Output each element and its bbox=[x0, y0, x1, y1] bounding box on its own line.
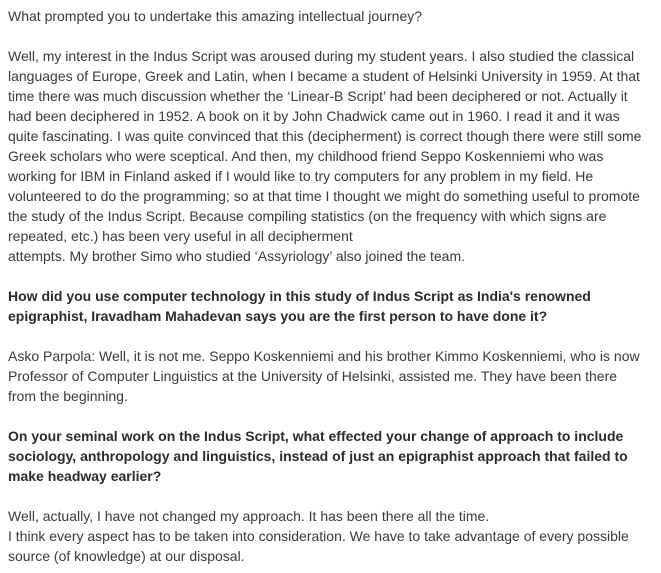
answer-3 bbox=[8, 506, 655, 566]
answer-1-line: had been deciphered in 1952. A book on it by John Chadwick came out in 1960. I read it and it was bbox=[8, 108, 620, 124]
question-3-line: On your seminal work on the Indus Script, what effected your change of approach to include bbox=[8, 428, 624, 444]
question-3-line: sociology, anthropology and linguistics, instead of just an epigraphist approach that failed to bbox=[8, 448, 628, 464]
answer-1 bbox=[8, 46, 655, 266]
answer-1-line: Well, my interest in the Indus Script was aroused during my student years. I also studied the classical bbox=[8, 48, 635, 64]
answer-1-line: time there was much discussion whether the ‘Linear-B Script’ had been deciphered or not. Actually it bbox=[8, 88, 628, 104]
answer-3-line: I think every aspect has to be taken into consideration. We have to take advantage of every possible bbox=[8, 528, 629, 544]
answer-1-line: working for IBM in Finland asked if I would like to try computers for any problem in my field. He bbox=[8, 168, 594, 184]
answer-1-line: attempts. My brother Simo who studied ‘Assyriology’ also joined the team. bbox=[8, 248, 466, 264]
answer-2-line: Asko Parpola: Well, it is not me. Seppo Koskenniemi and his brother Kimmo Koskenniemi, who is now bbox=[8, 348, 640, 364]
answer-1-line: quite fascinating. I was quite convinced that this (decipherment) is correct though there were still some bbox=[8, 128, 642, 144]
question-2 bbox=[8, 286, 655, 326]
answer-2-line: from the beginning. bbox=[8, 388, 128, 404]
answer-2-line: Professor of Computer Linguistics at the University of Helsinki, assisted me. They have been there bbox=[8, 368, 618, 384]
answer-1-line: volunteered to do the programming; so at that time I thought we might do something useful to promote bbox=[8, 188, 640, 204]
answer-2 bbox=[8, 346, 655, 406]
answer-1-line: repeated, etc.) has been very useful in all decipherment bbox=[8, 228, 353, 244]
answer-1-line: Greek scholars who were sceptical. And then, my childhood friend Seppo Koskenniemi who was bbox=[8, 148, 604, 164]
question-3-line: make headway earlier? bbox=[8, 468, 162, 484]
question-3 bbox=[8, 426, 655, 486]
intro-question bbox=[8, 6, 655, 26]
question-2-line: How did you use computer technology in this study of Indus Script as India's renowned bbox=[8, 288, 591, 304]
answer-3-line: source (of knowledge) at our disposal. bbox=[8, 548, 245, 564]
answer-3-line: Well, actually, I have not changed my approach. It has been there all the time. bbox=[8, 508, 490, 524]
question-2-line: epigraphist, Iravadham Mahadevan says you are the first person to have done it? bbox=[8, 308, 548, 324]
answer-1-line: the study of the Indus Script. Because compiling statistics (on the frequency with which signs are bbox=[8, 208, 607, 224]
intro-question-text: What prompted you to undertake this amazing intellectual journey? bbox=[8, 8, 423, 24]
answer-1-line: languages of Europe, Greek and Latin, when I became a student of Helsinki University in 1959. At that bbox=[8, 68, 640, 84]
